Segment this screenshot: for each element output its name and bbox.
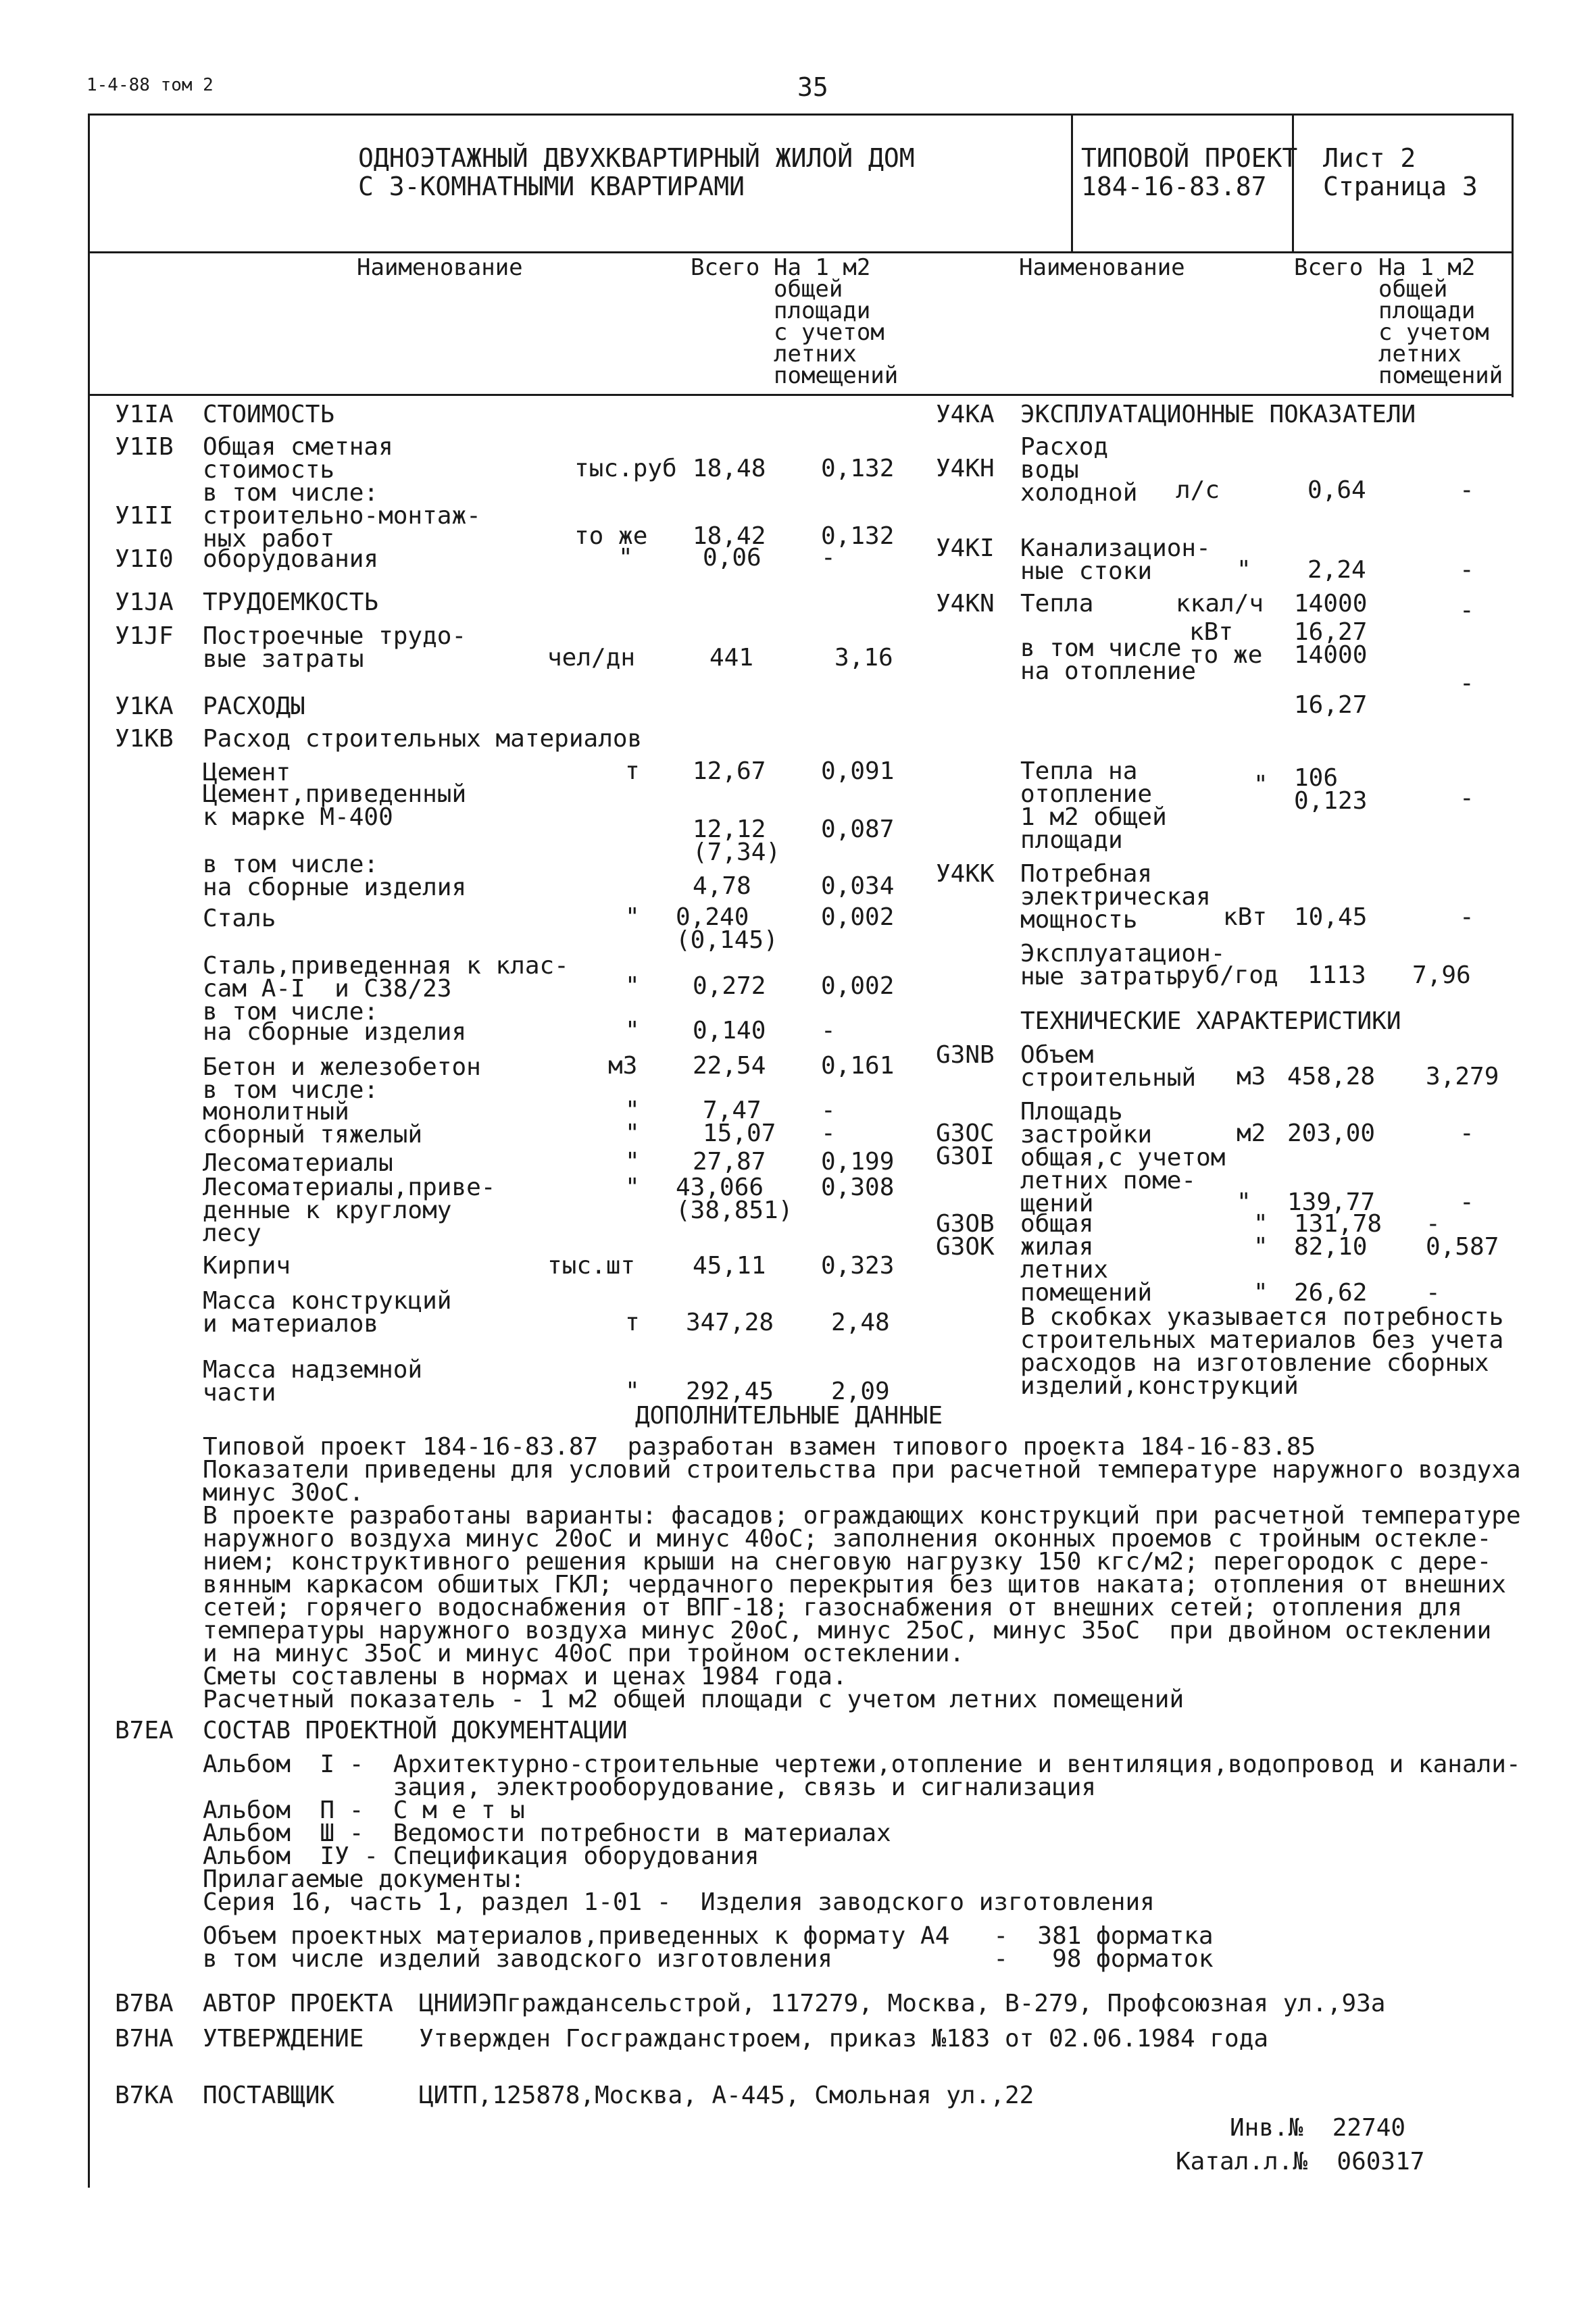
supplier-label: ПОСТАВЩИК [203,2082,335,2109]
author-value: ЦНИИЭПграждансельстрой, 117279, Москва, В-279, Профсоюзная ул.,93а [419,1990,1386,2017]
sheet-info: Лист 2 Страница 3 [1323,143,1478,201]
left-name: Расход строительных материалов [203,725,643,753]
left-unit: " [618,544,633,572]
left-per: 0,199 [821,1148,895,1176]
left-unit: " [625,903,640,931]
right-total: 1113 [1307,961,1366,989]
col-name-left: Наименование [357,254,523,281]
catalog-number: Катал.л.№ 060317 [1176,2148,1425,2175]
right-per: - [1460,903,1474,931]
left-name: Цемент,приведенный к марке М-400 [203,780,467,831]
left-per: 0,091 [821,757,895,785]
left-total: 45,11 [693,1252,766,1280]
col-total-left: Всего [691,254,760,281]
left-per: 0,308 [821,1174,895,1201]
right-total: 203,00 139,77 [1287,1120,1376,1216]
right-per: - 0,587 - [1426,1210,1499,1307]
left-total: 292,45 [686,1378,774,1405]
right-total: 2,24 [1307,556,1366,584]
right-name: Потребная электрическая мощность [1020,860,1211,934]
left-per: - [821,1017,836,1045]
left-total: 0,140 [693,1017,766,1045]
left-total: 4,78 [693,872,751,900]
left-name: Цемент [203,759,291,786]
right-unit: " " " [1253,1210,1268,1307]
right-total: 10,45 [1294,903,1368,931]
right-name: Расход воды холодной [1020,433,1138,507]
left-name: Лесоматериалы [203,1149,393,1177]
right-code: У4КN [936,590,995,618]
left-unit: " " [625,1097,640,1147]
right-code: У4КН [936,455,995,482]
left-unit: " [625,1017,640,1045]
left-name: Кирпич [203,1252,291,1280]
materials-note: В скобках указывается потребность строительных материалов без учета расходов на изготовление сборных изделий,конструкций [1020,1303,1504,1400]
right-name: Тепла на отопление 1 м2 общей площади [1020,757,1167,854]
left-per: 0,132 [821,522,895,550]
left-total: 18,48 [693,455,766,482]
left-name: Масса надземной части [203,1356,423,1407]
left-total: 43,066 (38,851) [676,1174,793,1224]
left-name: монолитный сборный тяжелый [203,1098,423,1149]
left-code: У1JА [115,588,174,616]
left-code: У1JF [115,622,174,650]
right-total: 458,28 [1287,1063,1376,1090]
right-code: G3OС G3OI [936,1120,995,1170]
additional-heading: ДОПОЛНИТЕЛЬНЫЕ ДАННЫЕ [635,1402,943,1430]
col-per-left: На 1 м2 общей площади с учетом летних помещений [774,254,899,389]
left-total: 0,240 (0,145) [676,903,778,954]
author-label: АВТОР ПРОЕКТА [203,1990,393,2017]
right-per: - [1460,597,1474,624]
left-per: 0,034 [821,872,895,900]
right-name: в том числе на отопление [1020,634,1197,685]
right-per: 7,96 [1412,961,1471,989]
left-name: СТОИМОСТЬ [203,401,335,428]
left-total: 0,06 [703,544,762,572]
right-code: У4КК [936,860,995,888]
left-name: Бетон и железобетон в том числе: [203,1053,481,1104]
left-per: 0,002 [821,972,895,1000]
right-unit: кВт то же [1189,618,1263,669]
right-per: 3,279 [1426,1063,1499,1090]
left-name: Сталь,приведенная к клас- сам А-I и С38/23 в том числе: [203,952,569,1026]
approval-value: Утвержден Госгражданстроем, приказ №183 от 02.06.1984 года [419,2025,1269,2053]
left-total: 12,12 (7,34) [693,815,781,866]
left-total: 27,87 [693,1148,766,1176]
left-unit: " [625,1148,640,1176]
left-unit: " [625,1378,640,1405]
docs-code: В7ЕА [115,1717,174,1744]
right-name: Площадь застройки общая,с учетом летних поме- щений [1020,1098,1226,1217]
right-name: Эксплуатацион- ные затраты [1020,940,1226,990]
left-per: - [821,544,836,572]
left-per: 2,09 [831,1378,890,1405]
left-unit: " [625,972,640,1000]
right-unit: " [1237,556,1251,584]
left-unit: то же [574,522,648,550]
col-total-right: Всего [1294,254,1364,281]
right-total: 0,64 [1307,476,1366,504]
right-name: ТЕХНИЧЕСКИЕ ХАРАКТЕРИСТИКИ [1020,1007,1401,1035]
right-unit: м3 [1237,1063,1266,1090]
left-per: 0,323 [821,1252,895,1280]
left-name: Построечные трудо- вые затраты [203,622,467,673]
right-unit: руб/год [1176,961,1278,989]
left-total: 0,272 [693,972,766,1000]
left-total: 12,67 [693,757,766,785]
left-total: 7,47 15,07 [703,1097,776,1147]
page-number: 35 [797,72,828,102]
right-total: 14000 [1294,590,1368,618]
author-code: В7ВА [115,1990,174,2017]
right-per: - [1460,476,1474,504]
header-divider-1 [1071,114,1073,252]
left-unit: м3 [608,1052,638,1080]
left-name: РАСХОДЫ [203,693,305,720]
right-unit: " [1253,771,1268,799]
left-total: 22,54 [693,1052,766,1080]
docs-heading: СОСТАВ ПРОЕКТНОЙ ДОКУМЕНТАЦИИ [203,1717,628,1744]
left-code: У1I0 [115,545,174,573]
project-number: ТИПОВОЙ ПРОЕКТ 184-16-83.87 [1081,143,1298,201]
right-unit: кВт [1223,903,1268,931]
inventory-number: Инв.№ 22740 [1230,2114,1406,2142]
left-name: строительно-монтаж- ных работ [203,502,481,553]
frame-right [1512,114,1514,397]
left-unit: т [625,1309,640,1336]
left-code: У1КА [115,693,174,720]
additional-text: Типовой проект 184-16-83.87 разработан взамен типового проекта 184-16-83.85 Показатели приведены для условий строительства при расчетной температуре наружного воздуха минус 30оС. В проекте разработаны варианты: фасадов; ограждающих конструкций при расчетной температуре наружного воздуха минус 20оС и минус 40оС; заполнения оконных проемов с тройным остекле- нием; конструктивного решения крыши на снеговую нагрузку 150 кгс/м2; перегородок с дере- вянным каркасом обшитых ГКЛ; чердачного перекрытия без щитов наката; отопления от внешних сетей; горячего водоснабжения от ВПГ-18; газоснабжения от внешних сетей; отопления для температуры наружного воздуха минус 20оС, минус 25оС, минус 35оС при двойном остеклении и на минус 35оС и минус 40оС при тройном остеклении. Сметы составлены в нормах и ценах 1984 года. Расчетный показатель - 1 м2 общей площади с учетом летних помещений [203,1433,1521,1713]
left-code: У1IВ [115,433,174,461]
right-total: 16,27 [1294,691,1368,719]
approval-label: УТВЕРЖДЕНИЕ [203,2025,364,2053]
right-per: - [1460,670,1474,697]
left-code: У1КВ [115,725,174,753]
right-per: - [1460,784,1474,812]
right-code: G3OВ G3OК [936,1210,995,1261]
left-total: 441 [709,644,754,672]
right-unit: ккал/ч [1176,590,1264,618]
left-name: оборудования [203,545,379,573]
left-per: 3,16 [834,644,893,672]
left-name: ТРУДОЕМКОСТЬ [203,588,379,616]
left-unit: тыс.руб [574,455,677,482]
colheader-bottom [88,394,1514,396]
col-per-right: На 1 м2 общей площади с учетом летних помещений [1378,254,1503,389]
right-name: Тепла [1020,590,1094,618]
docs-albums: Альбом I - Архитектурно-строительные чертежи,отопление и вентиляция,водопровод и канали- зация, электрооборудование, связь и сигнализация Альбом П - С м е т ы Альбом Ш - Ведомости потребности в материалах Альбом IУ - Спецификация оборудования Прилагаемые документы: Серия 16, часть 1, раздел 1-01 - Изделия заводского изготовления [203,1751,1521,1916]
left-unit: " [625,1174,640,1201]
left-code: У1II [115,502,174,530]
left-total: 347,28 [686,1309,774,1336]
left-unit: т [625,757,640,785]
docs-volume: Объем проектных материалов,приведенных к формату А4 - 381 форматка в том числе изделий заводского изготовления - 98 форматок [203,1922,1214,1973]
right-total: 16,27 14000 [1294,618,1368,669]
right-code: У4КI [936,534,995,562]
right-name: ЭКСПЛУАТАЦИОННЫЕ ПОКАЗАТЕЛИ [1020,401,1416,428]
right-total: 106 0,123 [1294,764,1368,815]
right-per: - - [1460,1120,1474,1216]
right-total: 131,78 82,10 26,62 [1294,1210,1382,1307]
right-name: общая жилая летних помещений [1020,1210,1153,1307]
left-name: в том числе: на сборные изделия [203,851,467,901]
right-code: У4КА [936,401,995,428]
frame-left [88,114,90,2188]
right-per: - [1460,556,1474,584]
col-name-right: Наименование [1019,254,1185,281]
right-unit: м2 " [1237,1120,1266,1216]
left-per: 0,161 [821,1052,895,1080]
right-name: Канализацион- ные стоки [1020,534,1211,585]
left-code: У1IА [115,401,174,428]
supplier-value: ЦИТП,125878,Москва, А-445, Смольная ул.,22 [419,2082,1034,2109]
approval-code: В7НА [115,2025,174,2053]
right-name: Объем строительный [1020,1041,1197,1092]
supplier-code: В7КА [115,2082,174,2109]
left-name: Лесоматериалы,приве- денные к круглому лесу [203,1174,496,1247]
left-per: 0,132 [821,455,895,482]
left-per: 0,002 [821,903,895,931]
left-per: - - [821,1097,836,1147]
left-unit: тыс.шт [547,1252,636,1280]
left-unit: чел/дн [547,644,636,672]
right-unit: л/с [1176,476,1220,504]
series-ref: 1-4-88 том 2 [86,75,214,95]
frame-top [88,114,1514,116]
left-name: Сталь [203,905,276,932]
left-per: 0,087 [821,815,895,843]
left-name: на сборные изделия [203,1018,467,1046]
left-total: 18,42 [693,522,766,550]
right-code: G3NВ [936,1041,995,1069]
left-per: 2,48 [831,1309,890,1336]
left-name: Масса конструкций и материалов [203,1287,452,1338]
header-bottom [88,251,1514,253]
left-name: Общая сметная стоимость в том числе: [203,433,393,507]
document-title: ОДНОЭТАЖНЫЙ ДВУХКВАРТИРНЫЙ ЖИЛОЙ ДОМ С 3-КОМНАТНЫМИ КВАРТИРАМИ [358,143,915,201]
